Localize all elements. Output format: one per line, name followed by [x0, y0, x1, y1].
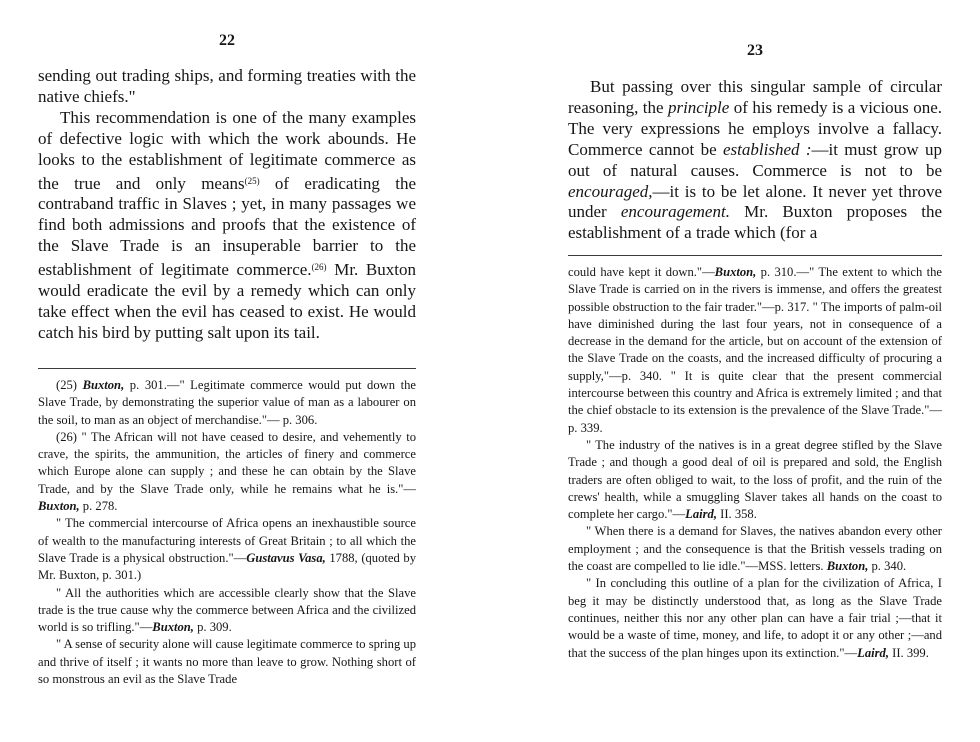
footnote-quote	[38, 515, 416, 584]
footnote-divider	[38, 368, 416, 369]
paragraph	[568, 77, 942, 244]
citation: Buxton,	[152, 620, 194, 635]
footnote-quote	[38, 636, 416, 688]
footnote-text: " When there is a demand for Slaves, the natives abandon every other employment ; and the consequence is that the British vessels trading on the coast are compelled to lie idle."—MSS. letters.	[568, 524, 942, 574]
footnote-text: 1788, (quoted by Mr. Buxton, p. 301.)	[38, 550, 416, 583]
paragraph	[38, 108, 416, 344]
text-run: of eradicating the contraband traffic in Slaves ; yet, in many passages we find both admissions and proofs that the existence of the Slave Trade is an insuperable barrier to the establishment of legitimate commerce.	[38, 173, 416, 280]
footnote-text: " The African will not have ceased to desire, and vehemently to crave, the spirits, the ammunition, the articles of finery and commerce which Europe alone can supply ; and these he can obtain by the Slave Trade, and by the Slave Trade only, while he remains what he is."—	[38, 429, 416, 496]
citation: Laird,	[857, 645, 889, 660]
text-run: This recommendation is one of the many examples of defective logic with which the work abounds. He looks to the establishment of legitimate commerce as the true and only means	[38, 107, 416, 193]
footnote-text: " The industry of the natives is in a great degree stifled by the Slave Trade ; and though a good deal of oil is prepared and sold, the English traders are often obliged to wait, to the loss of profit, and the ruin of the crews' health, while a smuggling Slaver takes all hands on the coast to complete her cargo."—	[568, 437, 942, 522]
footnote-number: (25)	[56, 378, 77, 392]
paragraph	[38, 66, 416, 108]
footnote-quote	[568, 523, 942, 575]
footnote-text: p. 309.	[193, 620, 232, 635]
emphasis: encouraged,	[568, 181, 653, 201]
text-run: Mr. Buxton would eradicate the evil by a remedy which can only take effect when the evil has ceased to exist. He would catch his bird by putting salt upon its tail.	[38, 260, 416, 342]
footnote-text: p. 310.—" The extent to which the Slave Trade is carried on in the rivers is immense, and offers the greatest possible obstruction to the fair trader."—p. 317. " The imports of palm-oil have diminished during the last four years, not in consequence of a decrease in the demand for the article, but on account of the extension of the Slave Trade on the coasts, and the increased difficulty of procuring a supply,"—p. 340. " It is quite clear that the present commercial intercourse between this country and Africa is extremely limited ; and that the chief obstacle to its extension is the prevalence of the Slave Trade."— p. 339.	[568, 265, 942, 435]
citation: Buxton,	[826, 559, 869, 574]
footnote-text: could have kept it down."—	[568, 265, 715, 279]
emphasis: principle	[667, 97, 730, 117]
footnote-text: p. 301.—" Legitimate commerce would put down the Slave Trade, by demonstrating the superior value of man as a labourer on the soil, to man as an object of merchandise."— p. 306.	[38, 378, 416, 427]
citation: Buxton,	[82, 378, 125, 392]
emphasis: established :	[723, 139, 812, 159]
footnotes	[38, 377, 416, 688]
footnote-text: " The commercial intercourse of Africa opens an inexhaustible source of wealth to the manufacturing interests of Great Britain ; to all which the Slave Trade is a physical obstruction."—	[38, 516, 416, 565]
body-text	[568, 77, 942, 244]
text-run: sending out trading ships, and forming treaties with the native chiefs."	[38, 66, 416, 106]
page-number: 22	[219, 32, 235, 49]
citation: Gustavus Vasa,	[246, 550, 326, 565]
footnotes	[568, 264, 942, 662]
footnote	[38, 429, 416, 515]
text-run: Mr. Buxton proposes the establishment of a trade which (for a	[568, 202, 942, 243]
text-run: —it must grow up out of natural causes. Commerce is not to be	[568, 139, 943, 180]
footnote-quote	[568, 437, 942, 523]
citation: Buxton,	[714, 265, 757, 279]
footnote	[38, 377, 416, 429]
body-text	[38, 66, 416, 344]
citation: Buxton,	[38, 499, 80, 514]
footnote-text: II. 358.	[717, 507, 757, 522]
citation: Laird,	[685, 507, 717, 522]
footnote-text: II. 399.	[889, 645, 929, 660]
footnote-text: " A sense of security alone will cause legitimate commerce to spring up and thrive of itself ; it wants no more than leave to grow. Nothing short of so monstrous an evil as the Slave Trade	[38, 637, 416, 687]
text-run: of his remedy is a vicious one. The very expressions he employs involve a fallacy. Commerce cannot be	[568, 97, 943, 159]
right-page	[568, 0, 942, 742]
footnote-quote	[568, 575, 942, 661]
footnote-text: " In concluding this outline of a plan for the civilization of Africa, I beg it may be distinctly understood that, as long as the Slave Trade continues, neither this nor any other plan can have a fair trial ;—that it would be a waste of time, money, and life, to adopt it or any other ;—and that the success of the plan hinges upon its extinction."—	[568, 576, 942, 660]
text-run: But passing over this singular sample of circular reasoning, the	[568, 77, 942, 117]
footnote-quote	[38, 585, 416, 637]
footnote-number: (26)	[56, 429, 77, 444]
footnote-continued	[568, 264, 942, 437]
footnote-text: " All the authorities which are accessible clearly show that the Slave trade is the true cause why the commerce between Africa and the civilized world is so trifling."—	[38, 585, 416, 635]
emphasis: encouragement.	[620, 202, 730, 222]
footnote-reference: (25)	[244, 175, 260, 186]
footnote-reference: (26)	[311, 262, 327, 273]
text-run: —it is to be let alone. It never yet throve under	[568, 181, 942, 222]
footnote-divider	[568, 255, 942, 256]
left-page	[38, 0, 416, 742]
footnote-text: p. 278.	[79, 499, 118, 514]
footnote-text: p. 340.	[868, 559, 907, 574]
page-number: 23	[747, 42, 763, 59]
